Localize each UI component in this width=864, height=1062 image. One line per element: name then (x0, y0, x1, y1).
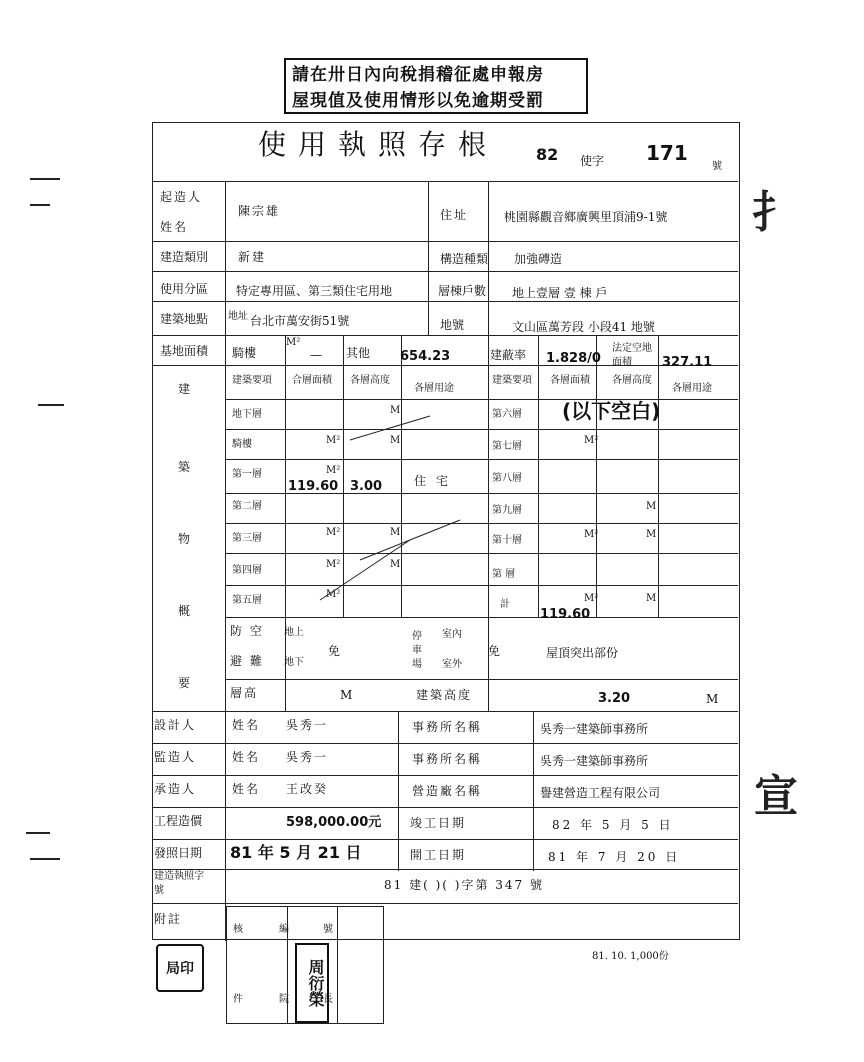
shelter-down: 地下 (284, 657, 304, 668)
supervisor-office-label: 事務所名稱 (412, 752, 483, 766)
supervisor-name-label: 姓名 (232, 750, 261, 764)
floor-8: 第八層 (492, 473, 522, 484)
overview-label-5: 要 (178, 676, 191, 690)
floor-3: 第三層 (232, 533, 262, 544)
floor-4: 第四層 (232, 565, 262, 576)
unit-m2: M² (326, 559, 341, 570)
unit-m2: M² (326, 589, 341, 600)
blank-note: (以下空白) (562, 399, 661, 423)
designer-office: 吳秀一建築師事務所 (540, 722, 649, 736)
notice-line2: 屋現值及使用情形以免逾期受罰 (292, 91, 544, 111)
overview-label-1: 建 (178, 382, 191, 396)
unit-m2: M² (326, 527, 341, 538)
overview-label-2: 築 (178, 460, 191, 474)
col-area-2: 各層面積 (550, 375, 590, 386)
owner-name-label: 姓名 (160, 220, 189, 234)
type-value: 新建 (238, 250, 267, 264)
signature-stamp: 周衍榮 (295, 943, 329, 1023)
area-label: 基地面積 (160, 344, 209, 358)
designer-name-label: 姓名 (232, 718, 261, 732)
col-use: 各層用途 (414, 383, 454, 394)
park-out: 室外 (442, 659, 462, 670)
unit-m: M (646, 593, 657, 604)
bcr-value: 1.828/0 (546, 351, 601, 366)
notice-line1: 請在卅日內向稅捐稽征處申報房 (292, 65, 544, 85)
issue-label: 發照日期 (154, 846, 203, 860)
floor-2: 第二層 (232, 501, 262, 512)
unit-m: M (390, 527, 401, 538)
legal-value: 327.11 (662, 355, 713, 370)
done-label: 竣工日期 (410, 816, 467, 830)
park-none: 免 (488, 644, 501, 658)
floor-5: 第五層 (232, 595, 262, 606)
struct-label: 構造種類 (440, 252, 489, 266)
notice-stamp (284, 58, 588, 114)
floor-1: 第一層 (232, 469, 262, 480)
bh-value: 3.20 (598, 691, 631, 706)
designer-name: 吳秀一 (286, 718, 329, 732)
lot-label: 地號 (440, 318, 465, 332)
supervisor-label: 監造人 (154, 750, 197, 764)
office-seal: 局印 (156, 944, 204, 992)
edge-mark (26, 832, 50, 834)
overview-label-3: 物 (178, 532, 191, 546)
contractor-office-label: 營造廠名稱 (412, 784, 483, 798)
issue-value: 81 年 5 月 21 日 (230, 843, 362, 862)
edge-mark (30, 178, 60, 180)
unit-m2: M² (584, 435, 599, 446)
permit-char: 使字 (580, 154, 605, 168)
supervisor-name: 吳秀一 (286, 750, 329, 764)
owner-name: 陳宗雄 (238, 204, 281, 218)
mezz-unit: M² (286, 337, 301, 348)
other-label: 其他 (346, 346, 371, 360)
mezz-label: 騎樓 (232, 346, 257, 360)
lot-value: 文山區萬芳段 小段41 地號 (512, 320, 655, 334)
start-value: 81 年 7 月 20 日 (548, 850, 681, 864)
roof-label: 屋頂突出部份 (546, 646, 619, 660)
cost-value: 598,000.00元 (286, 815, 382, 830)
mezz-value: — (310, 348, 322, 362)
first-height: 3.00 (350, 479, 383, 494)
note-c3: 號 (323, 924, 333, 935)
contractor-name: 王改癸 (286, 782, 329, 796)
shelter-label-2: 避 難 (230, 654, 264, 668)
note-c1: 核 (233, 924, 243, 935)
floors-value: 地上壹層 壹 棟 戶 (512, 286, 608, 300)
shelter-label-1: 防 空 (230, 624, 264, 638)
note-c4: 件 (233, 994, 243, 1005)
height-unit: M (340, 688, 353, 702)
edge-mark (38, 404, 64, 406)
designer-label: 設計人 (154, 718, 197, 732)
form-title: 使用執照存根 (258, 128, 499, 161)
type-label: 建造類別 (160, 250, 209, 264)
unit-m2: M² (326, 435, 341, 446)
note-c6: 長 (323, 994, 333, 1005)
owner-addr-label: 住址 (440, 208, 469, 222)
floor-6: 第六層 (492, 409, 522, 420)
unit-m2: M² (584, 529, 599, 540)
park-label: 停車場 (412, 631, 422, 670)
supervisor-office: 吳秀一建築師事務所 (540, 754, 649, 768)
notes-label: 附註 (154, 912, 183, 926)
permit-label: 建造執照字號 (154, 871, 204, 896)
approval-box (226, 906, 384, 1024)
unit-m: M (390, 559, 401, 570)
zoning-label: 使用分區 (160, 282, 209, 296)
unit-m: M (390, 405, 401, 416)
unit-m2: M² (326, 465, 341, 476)
col-item: 建築要項 (232, 375, 272, 386)
unit-m: M (390, 435, 401, 446)
park-in: 室內 (442, 629, 462, 640)
permit-value: 81 建( )( )字第 347 號 (384, 878, 544, 892)
strike-lines (300, 410, 480, 610)
site-label: 建築地點 (160, 312, 209, 326)
permit-number: 171 (646, 141, 688, 165)
overview-label-4: 概 (178, 604, 191, 618)
zoning-value: 特定專用區、第三類住宅用地 (236, 284, 393, 298)
floor-n: 第 層 (492, 569, 516, 580)
floors-label: 層棟戶數 (438, 284, 487, 298)
unit-m2: M² (584, 593, 599, 604)
permit-year: 82 (536, 145, 559, 164)
legal-label: 法定空地面積 (612, 343, 652, 368)
contractor-office: 譽建營造工程有限公司 (540, 786, 661, 800)
shelter-none: 免 (328, 644, 341, 658)
note-c2: 編 (279, 924, 289, 935)
permit-suffix: 號 (712, 161, 722, 172)
done-value: 82 年 5 月 5 日 (552, 818, 674, 832)
floor-10: 第十層 (492, 535, 522, 546)
edge-mark (30, 858, 60, 860)
cost-label: 工程造價 (154, 814, 203, 828)
start-label: 開工日期 (410, 848, 467, 862)
col-height: 各層高度 (350, 375, 390, 386)
floor-7: 第七層 (492, 441, 522, 452)
shelter-up: 地上 (284, 627, 304, 638)
floor-total: 計 (500, 599, 510, 610)
bcr-label: 建蔽率 (490, 348, 527, 362)
note-c5: 院 (279, 994, 289, 1005)
first-area: 119.60 (288, 479, 339, 494)
floor-9: 第九層 (492, 505, 522, 516)
floor-arcade: 騎樓 (232, 439, 252, 450)
edge-char-2: 宣 (754, 771, 798, 822)
contractor-label: 承造人 (154, 782, 197, 796)
edge-char-1: 扌 (752, 187, 796, 238)
contractor-name-label: 姓名 (232, 782, 261, 796)
bh-label: 建築高度 (416, 688, 473, 702)
owner-label: 起造人 (160, 190, 203, 204)
floor-basement: 地下層 (232, 409, 262, 420)
first-use: 住宅 (414, 474, 459, 488)
designer-office-label: 事務所名稱 (412, 720, 483, 734)
col-height-2: 各層高度 (612, 375, 652, 386)
total-area: 119.60 (540, 607, 591, 622)
col-area: 合層面積 (292, 375, 332, 386)
site-value: 台北市萬安街51號 (250, 314, 350, 328)
bh-unit: M (706, 692, 719, 706)
col-item-2: 建築要項 (492, 375, 532, 386)
print-info: 81. 10. 1,000份 (592, 951, 669, 962)
unit-m: M (646, 529, 657, 540)
height-label: 層高 (230, 686, 259, 700)
owner-addr: 桃園縣觀音鄉廣興里頂浦9-1號 (504, 210, 668, 224)
edge-mark (30, 204, 50, 206)
unit-m: M (646, 501, 657, 512)
site-small: 地址 (228, 311, 248, 322)
struct-value: 加強磚造 (514, 252, 563, 266)
other-value: 654.23 (400, 349, 451, 364)
col-use-2: 各層用途 (672, 383, 712, 394)
